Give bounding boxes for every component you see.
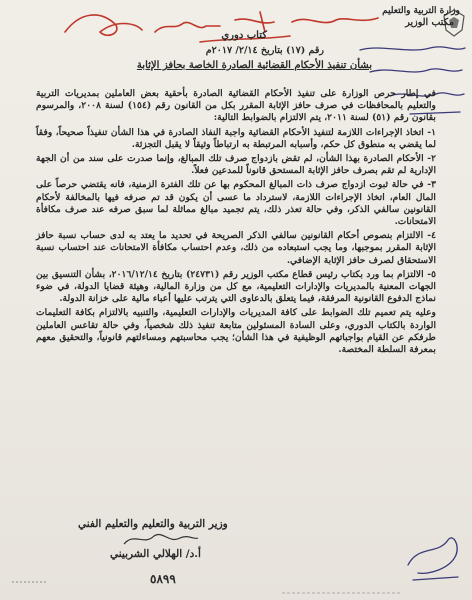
body-paragraph: ١- اتخاذ الإجراءات اللازمة لتنفيذ الأحكام القضائية واجبة النفاذ الصادرة في هذا الشأن تنفيذاً صحيحاً، وفقاً لما يقضي به منطوق كل حكم، وأسبابه المرتبطة به ارتباطاً وثيقاً لا يقبل التجزئة. — [36, 126, 436, 150]
document-type: كتاب دوري — [221, 30, 267, 41]
body-paragraph: ٤- الالتزام بنصوص أحكام القانونين سالفي الذكر الصريحة في تحديد ما يعتد به لدى حساب نسبة حافز الإثابة المقرر بموجبها، وما يجب استبعاده من ذلك، وعدم احتساب مكافأة الامتحانات عند احتساب نسبة الاستحقاق لصرف حافز الإثابة الإضافي. — [36, 230, 436, 266]
body-paragraph: ٣- في حالة ثبوت ازدواج صرف ذات المبالغ المحكوم بها عن تلك الفترة الزمنية، فانه يقتضي حرصاً على المال العام، اتخاذ الإجراءات اللازمة، لاسترداد ما عسى أن يكون قد تم صرفه فيها بالمخالفة لأحكام القانونين سالفي الذكر، وفي حالة تعذر ذلك، يتم تجميد مبالغ مماثلة لما سبق صرفه عند صرف مكافأة الامتحانات. — [36, 179, 436, 228]
body-paragraph: ٢- الأحكام الصادرة بهذا الشأن، لم تقض بازدواج صرف تلك المبالغ، وإنما صدرت على سند من أن الجهة الإدارية لم تقم بصرف حافز الإثابة المستحق قانوناً للمدعين فعلاً. — [36, 153, 436, 177]
ministry-header: وزارة التربية والتعليم — [382, 6, 460, 16]
body-paragraph: وعليه يتم تعميم تلك الضوابط على كافة المديريات والإدارات التعليمية، والتنبيه بالالتزام بكافة التعليمات الواردة بالكتاب الدوري، وعلى السادة المسئولين متابعة تنفيذ ذلك شخصياً، وفي حالة تقاعس العاملين طرفكم عن القيام بواجباتهم الوظيفية في هذا الشأن؛ يجب محاسبتهم ومساءلتهم قانونياً، والتحقيق معهم بمعرفة السلطة المختصة. — [36, 307, 436, 356]
stamp-number: ٥٨٩٩ — [150, 572, 176, 586]
footer-mark-left — [12, 578, 46, 588]
handwritten-mark-bottom — [398, 525, 468, 585]
body-paragraph: ٥- الالتزام بما ورد بكتاب رئيس قطاع مكتب الوزير رقم (٢٤٧٣١) بتاريخ ٢٠١٦/١٢/١٤، بشأن التنسيق بين الجهات المعنية بالمديريات والإدارات التعليمية، مع كل من وزارة المالية، وهيئة قضايا الدولة، في ضوء نماذج الدفوع القانونية المرفقة، فيما يتعلق بالدعاوى التي يترتب عليها أعباء مالية على خزانة الدولة. — [36, 268, 436, 305]
body-paragraph: في إطار حرص الوزارة على تنفيذ الأحكام القضائية الصادرة بأحقية بعض العاملين بمديريات التربية والتعليم بالمحافظات في صرف حافز الإثابة المقرر بكل من القانون رقم (١٥٤) لسنة ٢٠٠٨، والمرسوم بقانون رقم (٥١) لسنة ٢٠١١، يتم الالتزام بالضوابط التالية: — [36, 88, 436, 124]
document-reference: رقم (١٧) بتاريخ ٢/١٤/ ٢٠١٧م — [205, 45, 324, 56]
document-body — [36, 88, 436, 358]
office-header: مكتب الوزير — [405, 17, 454, 28]
signatory-title: وزير التربية والتعليم والتعليم الفني — [78, 518, 228, 530]
signature-scribble — [120, 528, 200, 550]
signatory-name: أ.د/ الهلالي الشربيني — [110, 548, 201, 560]
document-subject: بشأن تنفيذ الأحكام القضائية الصادرة الخاصة بحافز الإثابة — [136, 60, 372, 71]
footer-mark-right — [282, 590, 402, 598]
